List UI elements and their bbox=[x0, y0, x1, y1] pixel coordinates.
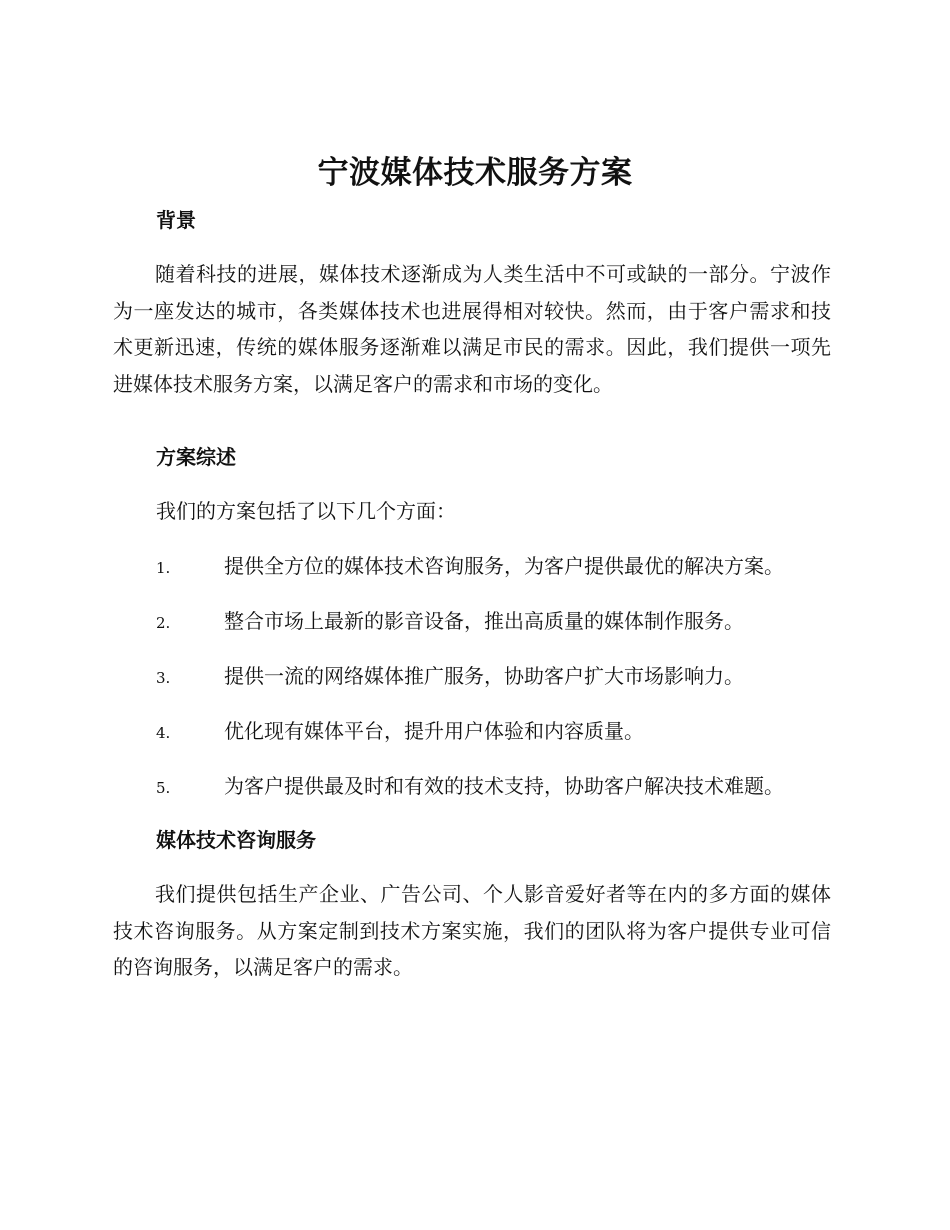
background-paragraph: 随着科技的进展，媒体技术逐渐成为人类生活中不可或缺的一部分。宁波作为一座发达的城市，各类媒体技术也进展得相对较快。然而，由于客户需求和技术更新迅速，传统的媒体服务逐渐难以满足市民的需求。因此，我们提供一项先进媒体技术服务方案，以满足客户的需求和市场的变化。 bbox=[113, 262, 831, 396]
list-item-number: 2. bbox=[156, 614, 171, 632]
section-heading-background: 背景 bbox=[156, 208, 196, 232]
list-item bbox=[156, 717, 836, 745]
list-item bbox=[156, 772, 836, 800]
list-item-number: 4. bbox=[156, 724, 171, 742]
list-item-number: 5. bbox=[156, 779, 171, 797]
list-item-text: 为客户提供最及时和有效的技术支持，协助客户解决技术难题。 bbox=[224, 774, 784, 798]
list-item bbox=[156, 662, 836, 690]
overview-intro: 我们的方案包括了以下几个方面： bbox=[156, 499, 456, 523]
list-item-text: 优化现有媒体平台，提升用户体验和内容质量。 bbox=[224, 719, 644, 743]
consulting-paragraph: 我们提供包括生产企业、广告公司、个人影音爱好者等在内的多方面的媒体技术咨询服务。从方案定制到技术方案实施，我们的团队将为客户提供专业可信的咨询服务，以满足客户的需求。 bbox=[113, 882, 831, 979]
list-item-number: 3. bbox=[156, 669, 171, 687]
list-item-text: 整合市场上最新的影音设备，推出高质量的媒体制作服务。 bbox=[224, 609, 744, 633]
list-item-number: 1. bbox=[156, 559, 171, 577]
list-item-text: 提供全方位的媒体技术咨询服务，为客户提供最优的解决方案。 bbox=[224, 554, 784, 578]
list-item bbox=[156, 552, 836, 580]
section-heading-overview: 方案综述 bbox=[156, 445, 236, 469]
section-heading-consulting: 媒体技术咨询服务 bbox=[156, 828, 316, 852]
list-item-text: 提供一流的网络媒体推广服务，协助客户扩大市场影响力。 bbox=[224, 664, 744, 688]
list-item bbox=[156, 607, 836, 635]
document-title: 宁波媒体技术服务方案 bbox=[317, 155, 633, 191]
